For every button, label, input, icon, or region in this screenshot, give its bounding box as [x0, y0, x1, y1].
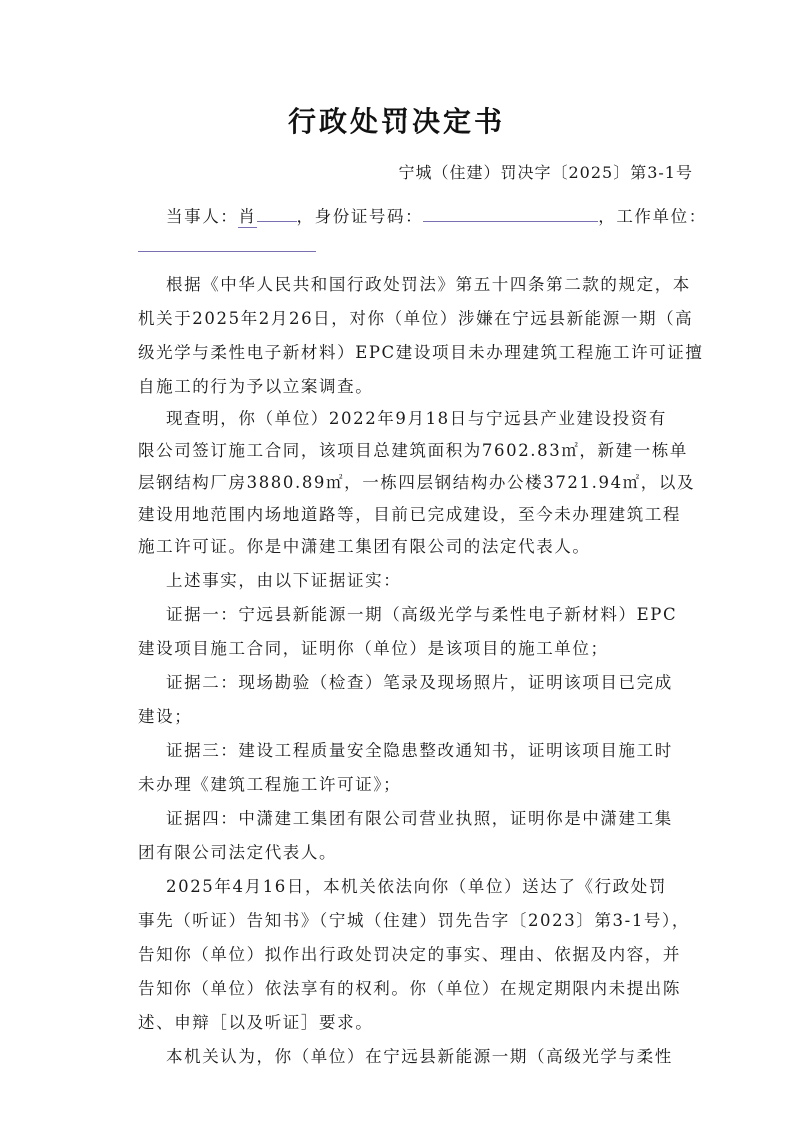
- para2-line5: 施工许可证。你是中潇建工集团有限公司的法定代表人。: [138, 537, 591, 556]
- evidence3-line1: 证据三：建设工程质量安全隐患整改通知书，证明该项目施工时: [166, 741, 673, 760]
- para1-line1: 根据《中华人民共和国行政处罚法》第五十四条第二款的规定，本: [166, 275, 691, 294]
- para8-line1: 2025年4月16日，本机关依法向你（单位）送达了《行政处罚: [166, 877, 667, 896]
- evidence2-line1: 证据二：现场勘验（检查）笔录及现场照片，证明该项目已完成: [166, 673, 673, 692]
- evidence1-line2: 建设项目施工合同，证明你（单位）是该项目的施工单位；: [138, 639, 609, 658]
- para1-line2: 机关于2025年2月26日，对你（单位）涉嫌在宁远县新能源一期（高: [138, 309, 694, 328]
- work-unit-line: [138, 237, 316, 256]
- para2-line3: 层钢结构厂房3880.89㎡，一栋四层钢结构办公楼3721.94㎡，以及: [138, 473, 696, 492]
- evidence1-line1: 证据一：宁远县新能源一期（高级光学与柔性电子新材料）EPC: [166, 605, 678, 624]
- para2-line4: 建设用地范围内场地道路等，目前已完成建设，至今未办理建筑工程: [138, 505, 681, 524]
- evidence3-line2: 未办理《建筑工程施工许可证》；: [138, 775, 402, 794]
- id-number-blank: [423, 207, 598, 222]
- page-title: 行政处罚决定书: [287, 105, 505, 138]
- work-unit-blank: [138, 237, 316, 252]
- para8-line2: 事先（听证）告知书》（宁城（住建）罚先告字〔2023〕第3-1号），: [138, 911, 690, 930]
- id-label: ，身份证号码：: [296, 207, 424, 226]
- para3-line1: 上述事实，由以下证据证实：: [166, 571, 402, 590]
- evidence4-line2: 团有限公司法定代表人。: [138, 843, 338, 862]
- party-name-blank: [257, 207, 297, 222]
- para8-line4: 告知你（单位）依法享有的权利。你（单位）在规定期限内未提出陈: [138, 979, 681, 998]
- para2-line1: 现查明，你（单位）2022年9月18日与宁远县产业建设投资有: [166, 409, 667, 428]
- evidence2-line2: 建设；: [138, 707, 193, 726]
- evidence4-line1: 证据四：中潇建工集团有限公司营业执照，证明你是中潇建工集: [166, 809, 673, 828]
- party-label: 当事人：: [166, 207, 239, 226]
- work-label: ，工作单位：: [598, 207, 707, 226]
- para8-line5: 述、申辩［以及听证］要求。: [138, 1013, 374, 1032]
- para1-line4: 自施工的行为予以立案调查。: [138, 377, 374, 396]
- para1-line3: 级光学与柔性电子新材料）EPC建设项目未办理建筑工程施工许可证擅: [138, 343, 704, 362]
- para8-line3: 告知你（单位）拟作出行政处罚决定的事实、理由、依据及内容，并: [138, 945, 681, 964]
- document-number: 宁城（住建）罚决字〔2025〕第3-1号: [398, 163, 693, 182]
- para9-line1: 本机关认为，你（单位）在宁远县新能源一期（高级光学与柔性: [166, 1047, 673, 1066]
- party-line: [166, 203, 707, 227]
- party-name: 肖: [238, 207, 257, 226]
- para2-line2: 限公司签订施工合同，该项目总建筑面积为7602.83㎡，新建一栋单: [138, 441, 689, 460]
